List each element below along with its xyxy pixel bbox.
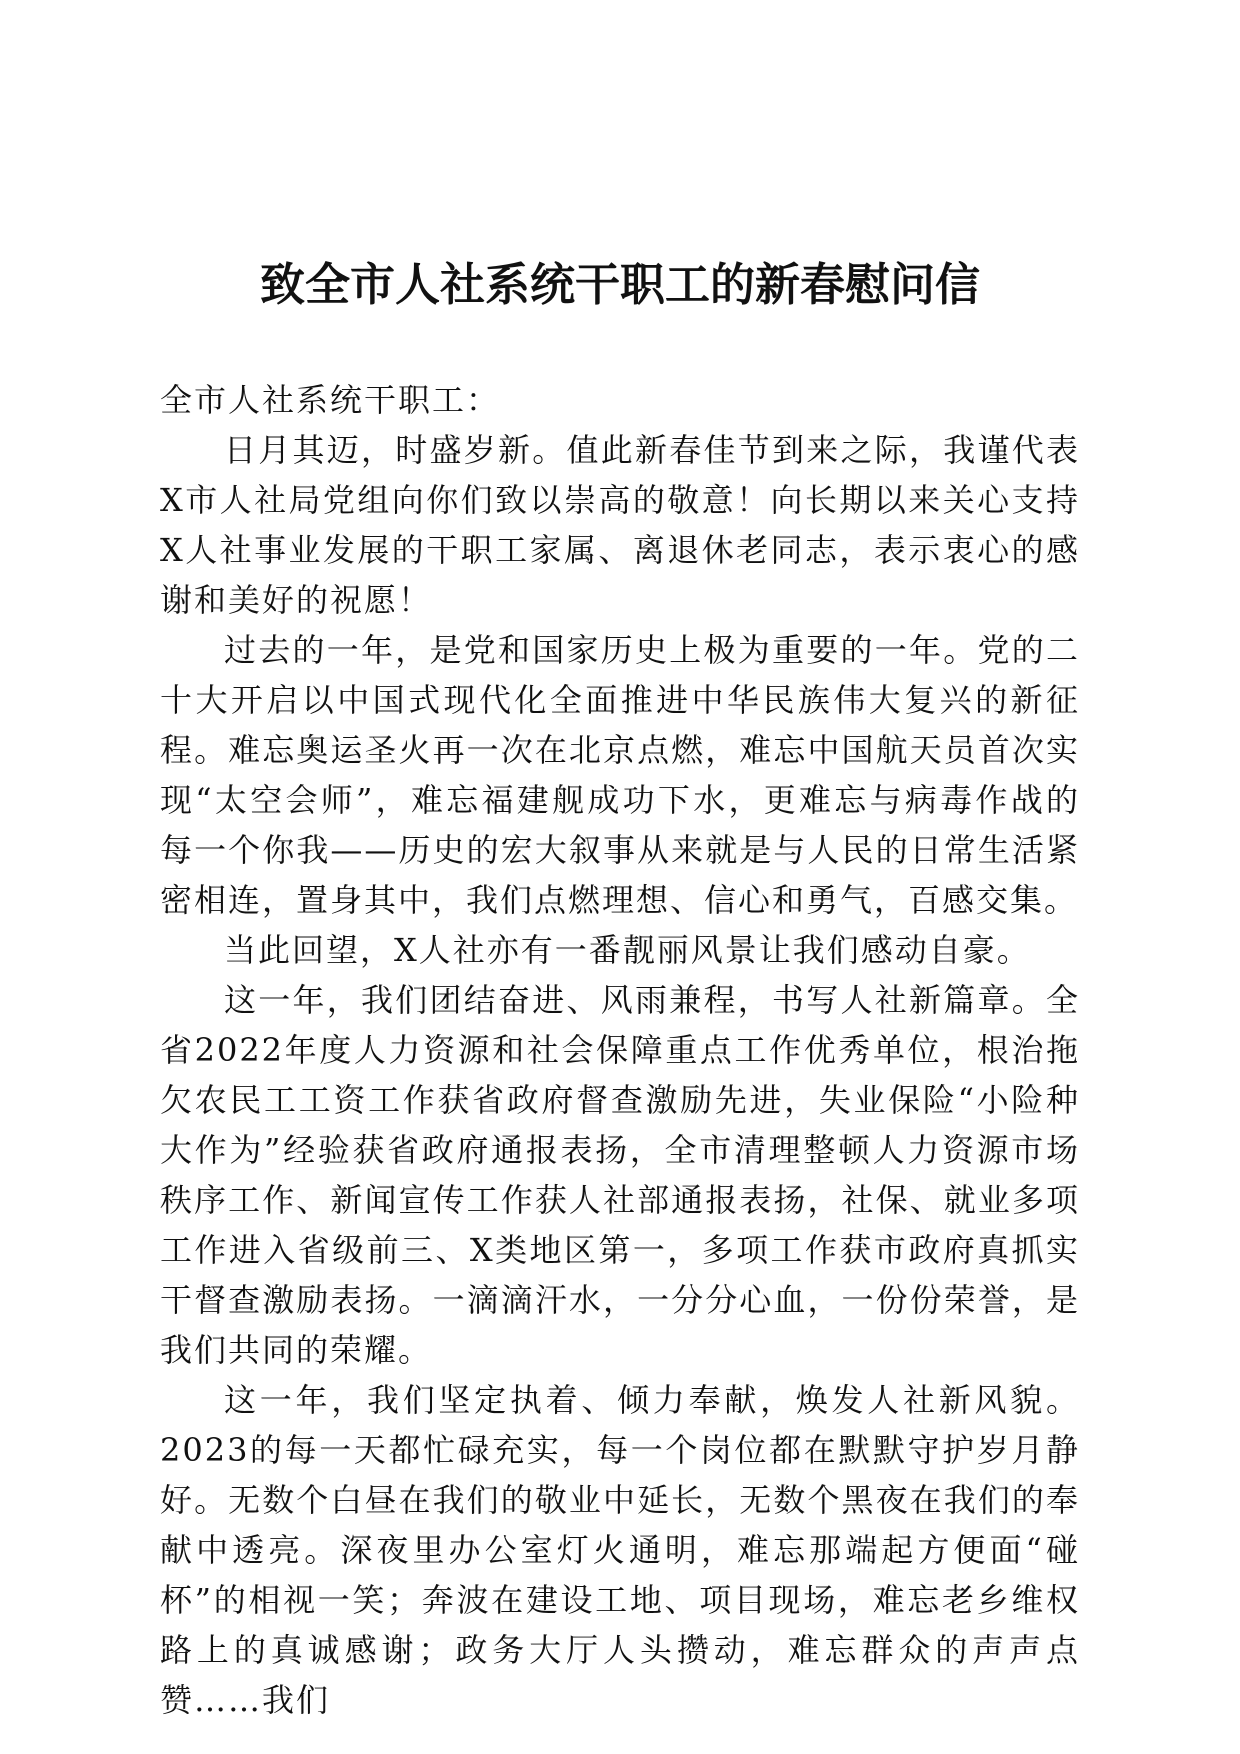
paragraph-4: 这一年，我们团结奋进、风雨兼程，书写人社新篇章。全省2022年度人力资源和社会保障重点工作优秀单位，根治拖欠农民工工资工作获省政府督查激励先进，失业保险“小险种大作为”经验获省政府通报表扬，全市清理整顿人力资源市场秩序工作、新闻宣传工作获人社部通报表扬，社保、就业多项工作进入省级前三、X类地区第一，多项工作获市政府真抓实干督查激励表扬。一滴滴汗水，一分分心血，一份份荣誉，是我们共同的荣耀。 [160,981,1080,1369]
paragraph-5: 这一年，我们坚定执着、倾力奉献，焕发人社新风貌。2023的每一天都忙碌充实，每一个岗位都在默默守护岁月静好。无数个白昼在我们的敬业中延长，无数个黑夜在我们的奉献中透亮。深夜里办公室灯火通明，难忘那端起方便面“碰杯”的相视一笑；奔波在建设工地、项目现场，难忘老乡维权路上的真诚感谢；政务大厅人头攒动，难忘群众的声声点赞……我们 [160,1381,1080,1719]
letter-body [160,375,1080,1725]
paragraph-2: 过去的一年，是党和国家历史上极为重要的一年。党的二十大开启以中国式现代化全面推进中华民族伟大复兴的新征程。难忘奥运圣火再一次在北京点燃，难忘中国航天员首次实现“太空会师”，难忘福建舰成功下水，更难忘与病毒作战的每一个你我——历史的宏大叙事从来就是与人民的日常生活紧密相连，置身其中，我们点燃理想、信心和勇气，百感交集。 [160,631,1080,919]
paragraph-3: 当此回望，X人社亦有一番靓丽风景让我们感动自豪。 [224,931,1031,969]
page-title: 致全市人社系统干职工的新春慰问信 [259,258,980,311]
salutation: 全市人社系统干职工： [160,381,501,419]
paragraph-1: 日月其迈，时盛岁新。值此新春佳节到来之际，我谨代表X市人社局党组向你们致以崇高的敬意！向长期以来关心支持X人社事业发展的干职工家属、离退休老同志，表示衷心的感谢和美好的祝愿！ [160,431,1080,619]
